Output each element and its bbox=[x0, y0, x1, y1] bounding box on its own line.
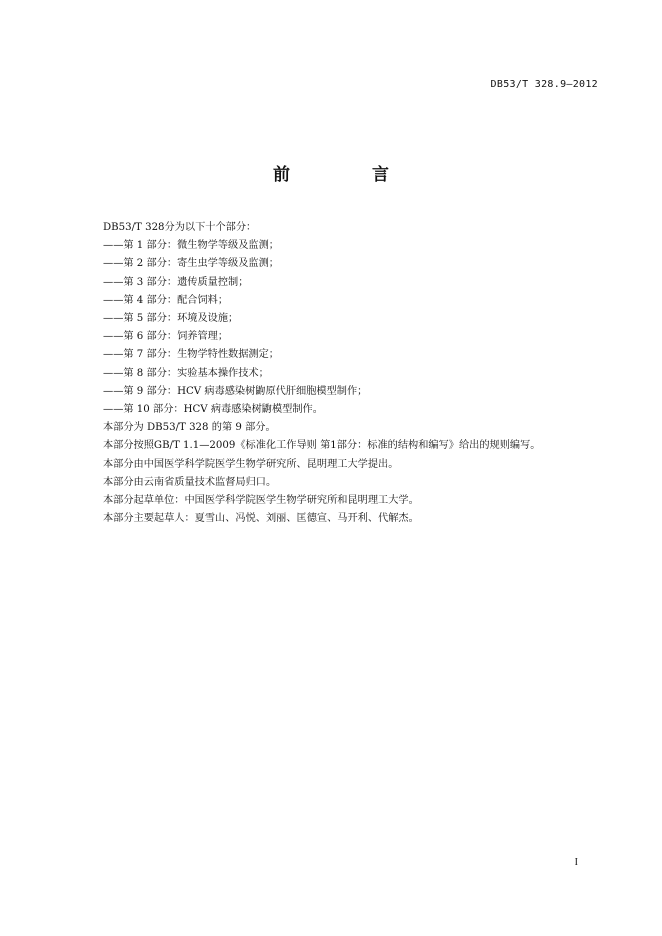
list-item-part-10: ——第 10 部分：HCV 病毒感染树鼩模型制作。 bbox=[103, 404, 323, 416]
text-line: 本部分按照GB/T 1.1—2009《标准化工作导则 第1部分：标准的结构和编写》给出的规则编写。 bbox=[103, 440, 541, 452]
list-item-part-8: ——第 8 部分：实验基本操作技术； bbox=[103, 367, 269, 379]
text-line: 本部分由云南省质量技术监督局归口。 bbox=[103, 476, 277, 488]
list-item-part-9: ——第 9 部分：HCV 病毒感染树鼩原代肝细胞模型制作； bbox=[103, 385, 368, 397]
list-item-part-3: ——第 3 部分：遗传质量控制； bbox=[103, 276, 249, 288]
page-title: 前 言 bbox=[273, 165, 427, 185]
list-item-part-4: ——第 4 部分：配合饲料； bbox=[103, 294, 229, 306]
text-line: DB53/T 328分为以下十个部分： bbox=[103, 222, 257, 233]
page-number: I bbox=[574, 857, 578, 868]
foreword-body bbox=[103, 219, 603, 528]
list-item-part-7: ——第 7 部分：生物学特性数据测定； bbox=[103, 349, 279, 361]
list-item-part-6: ——第 6 部分：饲养管理； bbox=[103, 331, 229, 343]
list-item-part-1: ——第 1 部分：微生物学等级及监测； bbox=[103, 240, 279, 252]
text-line: 本部分起草单位：中国医学科学院医学生物学研究所和昆明理工大学。 bbox=[103, 495, 419, 507]
list-item-part-2: ——第 2 部分：寄生虫学等级及监测； bbox=[103, 258, 279, 270]
list-item-part-5: ——第 5 部分：环境及设施； bbox=[103, 313, 239, 325]
standard-code-header: DB53/T 328.9—2012 bbox=[490, 79, 598, 90]
text-line: 本部分由中国医学科学院医学生物学研究所、昆明理工大学提出。 bbox=[103, 458, 399, 470]
text-line: 本部分主要起草人：夏雪山、冯悦、刘丽、匡德宣、马开利、代解杰。 bbox=[103, 513, 419, 525]
text-line: 本部分为 DB53/T 328 的第 9 部分。 bbox=[103, 422, 276, 434]
